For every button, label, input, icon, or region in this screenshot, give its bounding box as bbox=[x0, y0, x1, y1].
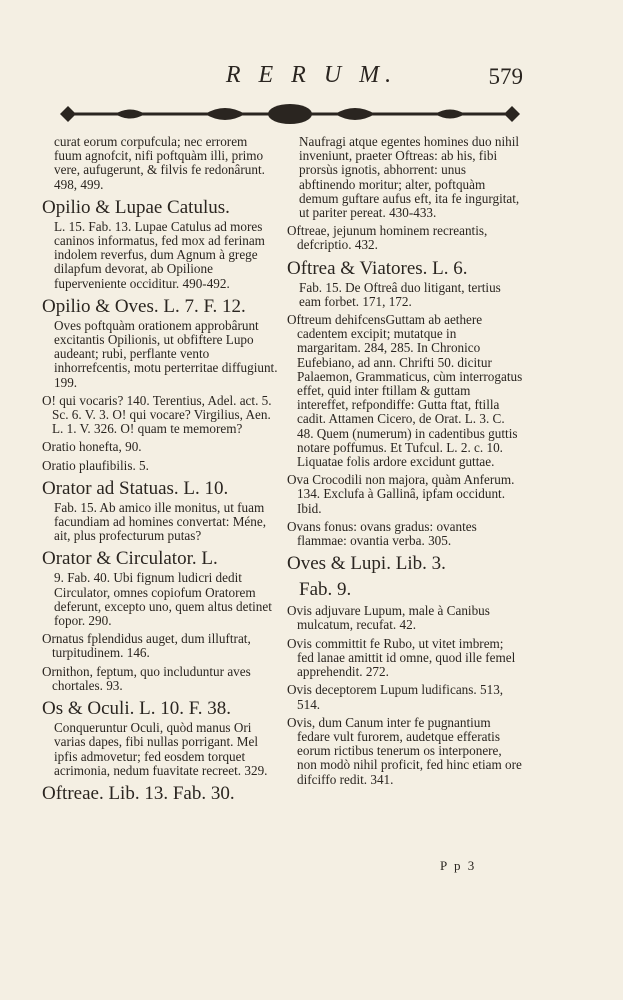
entry-heading: Os & Oculi. L. 10. F. 38. bbox=[42, 698, 232, 720]
page-number: 579 bbox=[488, 64, 523, 89]
entry-text: L. 15. Fab. 13. Lupae Catulus ad mores caninos informatus, fed mox ad ferinam indolem reverfus, dum Agnum à grege dilapfum devorat, ab Opilione fupervenientе occiditur. 490-492. bbox=[54, 218, 265, 291]
entry-text: Fab. 9. bbox=[299, 579, 352, 601]
index-entry: Ornithon, feptum, quo includuntur aves chortales. 93. bbox=[42, 663, 251, 693]
entry-heading: Orator ad Statuas. L. 10. bbox=[42, 477, 229, 499]
index-entry: Ovis deceptorem Lupum ludificans. 513, 514. bbox=[287, 682, 504, 712]
running-title: R E R U M. bbox=[225, 62, 398, 88]
index-entry: Oftreum dehifcensGuttam ab aethere cadentem excipit; mutatque in margaritam. 284, 285. In Chronico Eufebiano, ad ann. Chrifti 50. dicitur Palaemon, Grammaticus, cùm interrogatus effet, quid inter ftillam & guttam intereffet, refpondiffe: Gutta ftat, ftilla cadit. Attamen Cicero, de Orat. L. 3. C. 48. Quem (numerum) in cadentibus guttis notare poffumus. Et Tufcul. L. 2. c. 10. Liquatae folis ardore excidunt guttae. bbox=[287, 312, 523, 470]
index-entry: O! qui vocaris? 140. Terentius, Adel. act. 5. Sc. 6. V. 3. O! qui vocare? Virgilius, Aen. L. 1. V. 326. O! quam te memorem? bbox=[42, 392, 272, 437]
index-entry bbox=[42, 296, 278, 390]
index-entry: Ova Crocodili non majora, quàm Anferum. 134. Exclufa à Gallinâ, ipfam occidunt. Ibid. bbox=[287, 472, 515, 516]
entry-heading: Opilio & Oves. L. 7. F. 12. bbox=[42, 295, 246, 317]
ornament-rule-icon bbox=[55, 100, 525, 128]
index-entry: Ovis committit fe Rubo, ut vitet imbrem; fed lanae amittit id omne, quod ille femel apprehendit. 272. bbox=[287, 635, 516, 680]
index-entry: Naufragi atque egentes homines duo nihil inveniunt, praeter Oftreas: ab his, fibi prorsùs ignotis, abhorrent: unus abftinendo moritur; alter, poftquàm demum guftare aufus eft, ita fe ingurgitat, ut pariter pereat. 430-433. bbox=[299, 134, 520, 221]
index-entry: Oratio plaufibilis. 5. bbox=[42, 457, 149, 473]
entry-text: Fab. 15. Ab amico ille monitus, ut fuam facundiam ad homines convertat: Méne, ait, plus profecturum putas? bbox=[54, 499, 267, 544]
entry-text: Oves poftquàm orationem approbârunt excitantis Opilionis, ut obfiftere Lupo audeant; rubi, perflante vento inhorrefcentis, motu perterritae diffugiunt. 199. bbox=[54, 317, 278, 390]
entry-heading: Oftrea & Viatores. L. 6. bbox=[287, 257, 468, 279]
signature-mark: P p 3 bbox=[440, 858, 477, 873]
index-entry bbox=[287, 258, 523, 309]
entry-text: Conqueruntur Oculi, quòd manus Ori varias dapes, fibi nullas porrigant. Mel ipfis admovetur; fed eosdem torquet acrimonia, nedum fuavitate recreet. 329. bbox=[54, 720, 268, 778]
index-entry bbox=[42, 478, 278, 544]
index-entry: Oftreae, jejunum hominem recreantis, defcriptio. 432. bbox=[287, 223, 488, 253]
index-entry: curat eorum corpufcula; nec errorem fuum agnofcit, nifi poftquàm illi, primo vere, aufugerunt, & filvis fe redonârunt. 498, 499. bbox=[54, 134, 265, 192]
index-column-right bbox=[287, 135, 523, 791]
index-entry bbox=[287, 553, 523, 600]
entry-heading: Opilio & Lupae Catulus. bbox=[42, 196, 230, 218]
entry-text: 9. Fab. 40. Ubi fignum ludicri dedit Circulator, omnes copiofum Oratorem deferunt, excepto uno, quem altus detinet fopor. 290. bbox=[54, 570, 272, 629]
entry-heading: Oftreae. Lib. 13. Fab. 30. bbox=[42, 782, 235, 804]
index-entry: Ovis adjuvare Lupum, male à Canibus mulcatum, recufat. 42. bbox=[287, 603, 490, 633]
index-column-left bbox=[42, 135, 278, 806]
index-entry: Ovans fonus: ovans gradus: ovantes flammae: ovantia verba. 305. bbox=[287, 518, 477, 549]
index-entry: Ovis, dum Canum inter fe pugnantium fedare vult furorem, audetque efferatis eorum rictibus tenerum os interponere, non modò nihil proficit, fed hinc etiam ore difciffo redit. 341. bbox=[287, 714, 522, 787]
entry-heading: Oves & Lupi. Lib. 3. bbox=[287, 553, 446, 575]
index-entry: Ornatus fplendidus auget, dum illuftrat, turpitudinem. 146. bbox=[42, 631, 251, 661]
index-entry bbox=[42, 197, 278, 291]
entry-heading: Orator & Circulator. L. bbox=[42, 548, 218, 570]
index-entry: Oratio honefta, 90. bbox=[42, 439, 142, 455]
index-entry bbox=[42, 698, 278, 778]
index-entry bbox=[42, 548, 278, 628]
index-entry bbox=[42, 783, 278, 804]
entry-text: Fab. 15. De Oftreâ duo litigant, tertius eam forbet. 171, 172. bbox=[299, 279, 501, 309]
